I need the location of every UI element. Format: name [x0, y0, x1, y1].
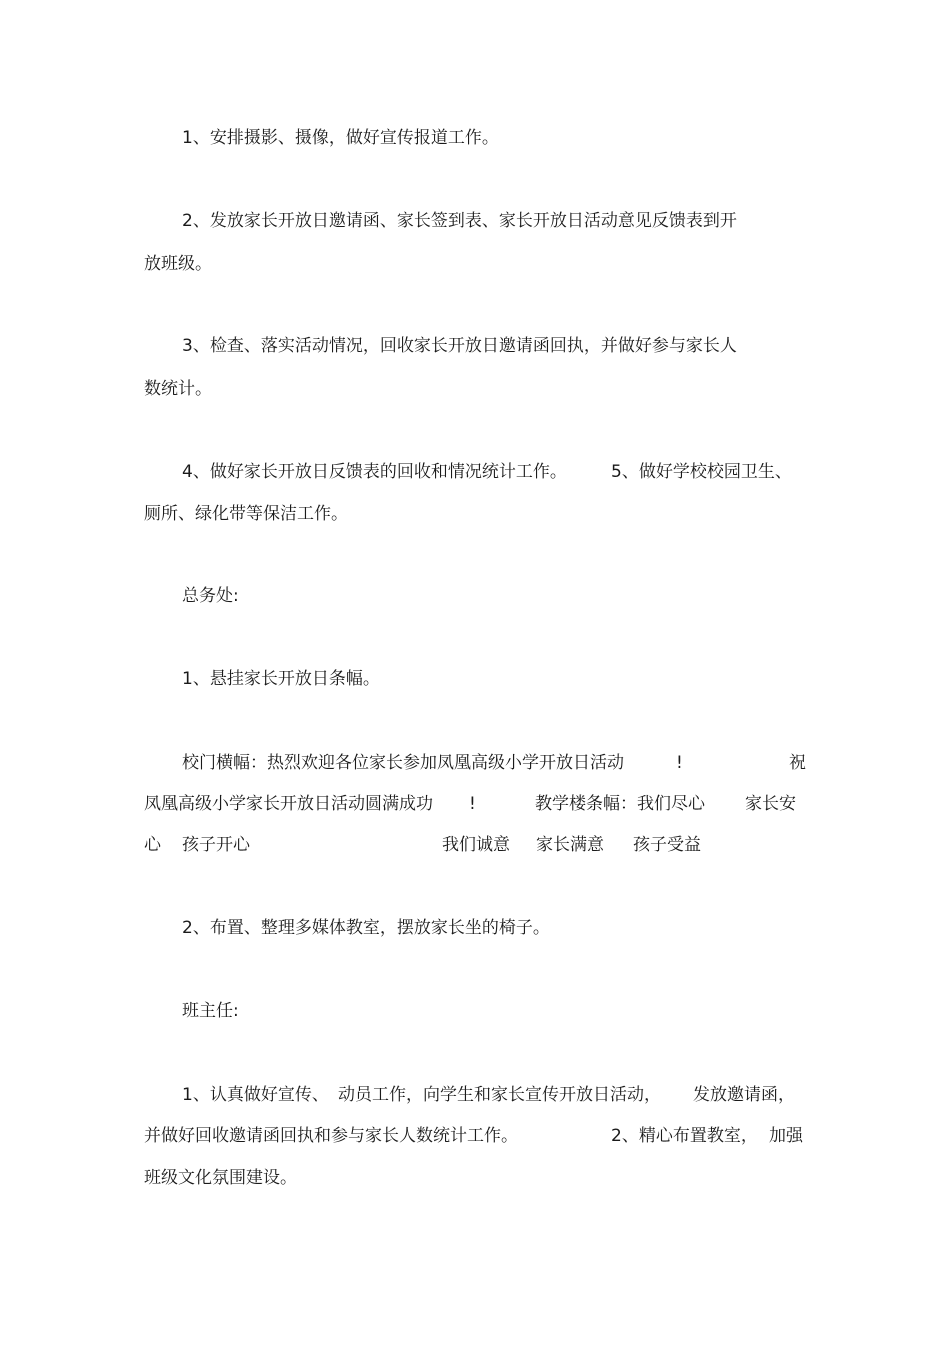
paragraph-6-line-2-part-d: 家长安	[745, 794, 796, 814]
paragraph-8-line-3: 班级文化氛围建设。	[144, 1168, 297, 1188]
paragraph-8-line-1-part-b: 动员工作，向学生和家长宣传开放日活动，	[338, 1085, 661, 1105]
paragraph-8-line-1-part-c: 发放邀请函，	[693, 1085, 795, 1105]
paragraph-6-line-3-part-c: 我们诚意	[442, 835, 510, 855]
paragraph-1-line-1: 1、安排摄影、摄像，做好宣传报道工作。	[182, 128, 499, 148]
paragraph-6-line-2-part-c: 教学楼条幅：我们尽心	[535, 794, 705, 814]
paragraph-6-line-3-part-e: 孩子受益	[633, 835, 701, 855]
paragraph-6-line-2-part-a: 凤凰高级小学家长开放日活动圆满成功	[144, 794, 433, 814]
paragraph-8-line-1-part-a: 1、认真做好宣传、	[182, 1085, 329, 1105]
paragraph-8-line-2-part-b: 2、精心布置教室，	[611, 1126, 758, 1146]
paragraph-6-line-2-part-b: !	[469, 794, 476, 814]
paragraph-3-line-1: 3、检查、落实活动情况，回收家长开放日邀请函回执，并做好参与家长人	[182, 336, 737, 356]
paragraph-6-line-1-part-a: 校门横幅：热烈欢迎各位家长参加凤凰高级小学开放日活动	[182, 753, 624, 773]
section-heading-general-affairs: 总务处:	[182, 586, 239, 606]
paragraph-5-line-1: 1、悬挂家长开放日条幅。	[182, 669, 380, 689]
paragraph-4-line-1-part-b: 5、做好学校校园卫生、	[611, 462, 792, 482]
paragraph-6-line-1-part-c: 祝	[789, 753, 806, 773]
paragraph-6-line-1-part-b: !	[676, 753, 683, 773]
paragraph-3-line-2: 数统计。	[144, 379, 212, 399]
paragraph-6-line-3-part-b: 孩子开心	[182, 835, 250, 855]
paragraph-4-line-2: 厕所、绿化带等保洁工作。	[144, 504, 348, 524]
paragraph-8-line-2-part-c: 加强	[769, 1126, 803, 1146]
section-heading-head-teacher: 班主任:	[182, 1001, 239, 1021]
paragraph-6-line-3-part-d: 家长满意	[536, 835, 604, 855]
paragraph-8-line-2-part-a: 并做好回收邀请函回执和参与家长人数统计工作。	[144, 1126, 518, 1146]
paragraph-4-line-1-part-a: 4、做好家长开放日反馈表的回收和情况统计工作。	[182, 462, 567, 482]
paragraph-2-line-1: 2、发放家长开放日邀请函、家长签到表、家长开放日活动意见反馈表到开	[182, 211, 737, 231]
paragraph-6-line-3-part-a: 心	[144, 835, 161, 855]
paragraph-7-line-1: 2、布置、整理多媒体教室，摆放家长坐的椅子。	[182, 918, 550, 938]
paragraph-2-line-2: 放班级。	[144, 254, 212, 274]
